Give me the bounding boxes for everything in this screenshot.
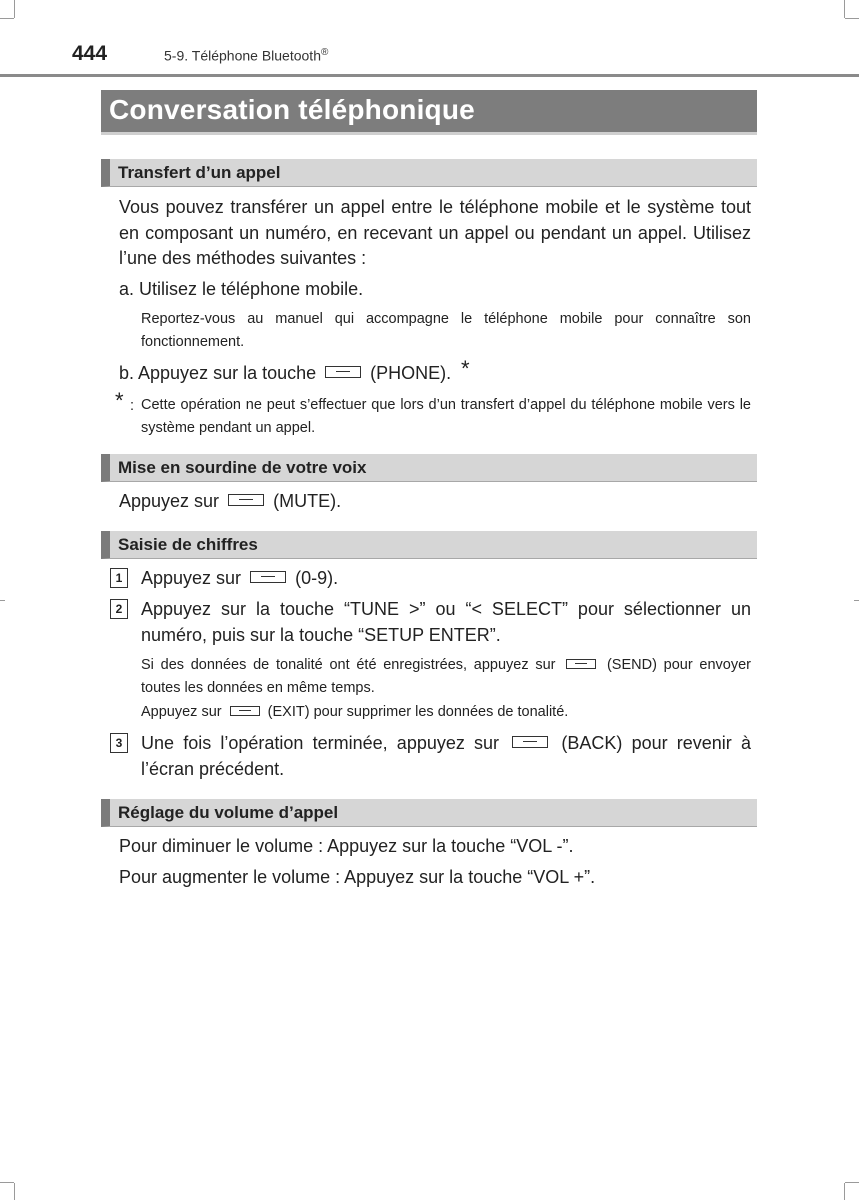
step-2-note-1-post: (SEND) pour envoyer toutes les données en même temps. <box>141 657 751 696</box>
option-b-suffix: (PHONE). <box>370 363 452 383</box>
mute-text <box>119 489 751 515</box>
mute-text-post: (MUTE). <box>273 491 342 511</box>
crop-mark <box>0 600 5 601</box>
footnote-asterisk: * <box>115 388 124 413</box>
step-3 <box>141 731 751 782</box>
option-a-note: Reportez-vous au manuel qui accompagne le téléphone mobile pour connaître son fonctionnement. <box>141 311 751 350</box>
back-button-icon <box>512 736 548 748</box>
chapter-title <box>164 47 328 64</box>
crop-mark <box>845 18 859 19</box>
exit-button-icon <box>230 706 260 716</box>
crop-mark <box>854 600 859 601</box>
crop-mark <box>845 1182 859 1183</box>
step-1 <box>141 566 751 592</box>
step-2: Appuyez sur la touche “TUNE >” ou “< SELECT” pour sélectionner un numéro, puis sur la touche “SETUP ENTER”. <box>141 599 751 645</box>
registered-mark: ® <box>320 47 329 58</box>
option-a: a. Utilisez le téléphone mobile. <box>119 279 364 299</box>
crop-mark <box>14 0 15 18</box>
transfer-intro: Vous pouvez transférer un appel entre le téléphone mobile et le système tout en composant un numéro, en recevant un appel ou pendant un appel. Utilisez l’une des méthodes suivantes : <box>119 197 751 268</box>
send-button-icon <box>566 659 596 669</box>
page-header <box>72 42 758 72</box>
step-number-1: 1 <box>110 568 128 588</box>
page-number: 444 <box>72 42 108 65</box>
crop-mark <box>0 18 14 19</box>
crop-mark <box>844 0 845 18</box>
step-2-note-1 <box>141 654 751 700</box>
volume-line-2: Pour augmenter le volume : Appuyez sur la touche “VOL +”. <box>119 867 596 887</box>
step-number-2: 2 <box>110 599 128 619</box>
mute-text-pre: Appuyez sur <box>119 491 220 511</box>
footnote-colon: : <box>130 398 135 414</box>
step-3-post: (BACK) pour revenir à l’écran précédent. <box>141 733 751 779</box>
step-2-note-2 <box>141 701 751 724</box>
crop-mark <box>14 1183 15 1200</box>
header-rule <box>0 74 859 77</box>
step-2-note-2-post: (EXIT) pour supprimer les données de tonalité. <box>267 704 569 720</box>
section-heading-transfer <box>101 159 757 187</box>
section-heading-mute <box>101 454 757 482</box>
section-heading-label: Réglage du volume d’appel <box>118 803 339 822</box>
option-b-text: b. Appuyez sur la touche <box>119 363 317 383</box>
section-heading-volume <box>101 799 757 827</box>
footnote-text: Cette opération ne peut s’effectuer que lors d’un transfert d’appel du téléphone mobile vers le système pendant un appel. <box>141 397 751 436</box>
phone-button-icon <box>325 366 361 378</box>
volume-line-1: Pour diminuer le volume : Appuyez sur la touche “VOL -”. <box>119 836 574 856</box>
section-heading-label: Transfert d’un appel <box>118 163 281 182</box>
section-heading-label: Mise en sourdine de votre voix <box>118 458 367 477</box>
digits-button-icon <box>250 571 286 583</box>
step-number-3: 3 <box>110 733 128 753</box>
step-2-note-1-pre: Si des données de tonalité ont été enregistrées, appuyez sur <box>141 657 556 673</box>
crop-mark <box>844 1183 845 1200</box>
page-title-bar <box>101 90 757 135</box>
step-3-pre: Une fois l’opération terminée, appuyez sur <box>141 733 500 753</box>
page-title: Conversation téléphonique <box>109 94 475 125</box>
chapter-label: 5-9. Téléphone Bluetooth <box>164 47 321 64</box>
step-1-post: (0-9). <box>295 568 339 588</box>
mute-button-icon <box>228 494 264 506</box>
option-b <box>119 361 751 387</box>
step-2-note-2-pre: Appuyez sur <box>141 704 222 720</box>
asterisk-mark: * <box>461 356 470 381</box>
crop-mark <box>0 1182 14 1183</box>
section-heading-digits <box>101 531 757 559</box>
section-heading-label: Saisie de chiffres <box>118 535 258 554</box>
step-1-pre: Appuyez sur <box>141 568 242 588</box>
